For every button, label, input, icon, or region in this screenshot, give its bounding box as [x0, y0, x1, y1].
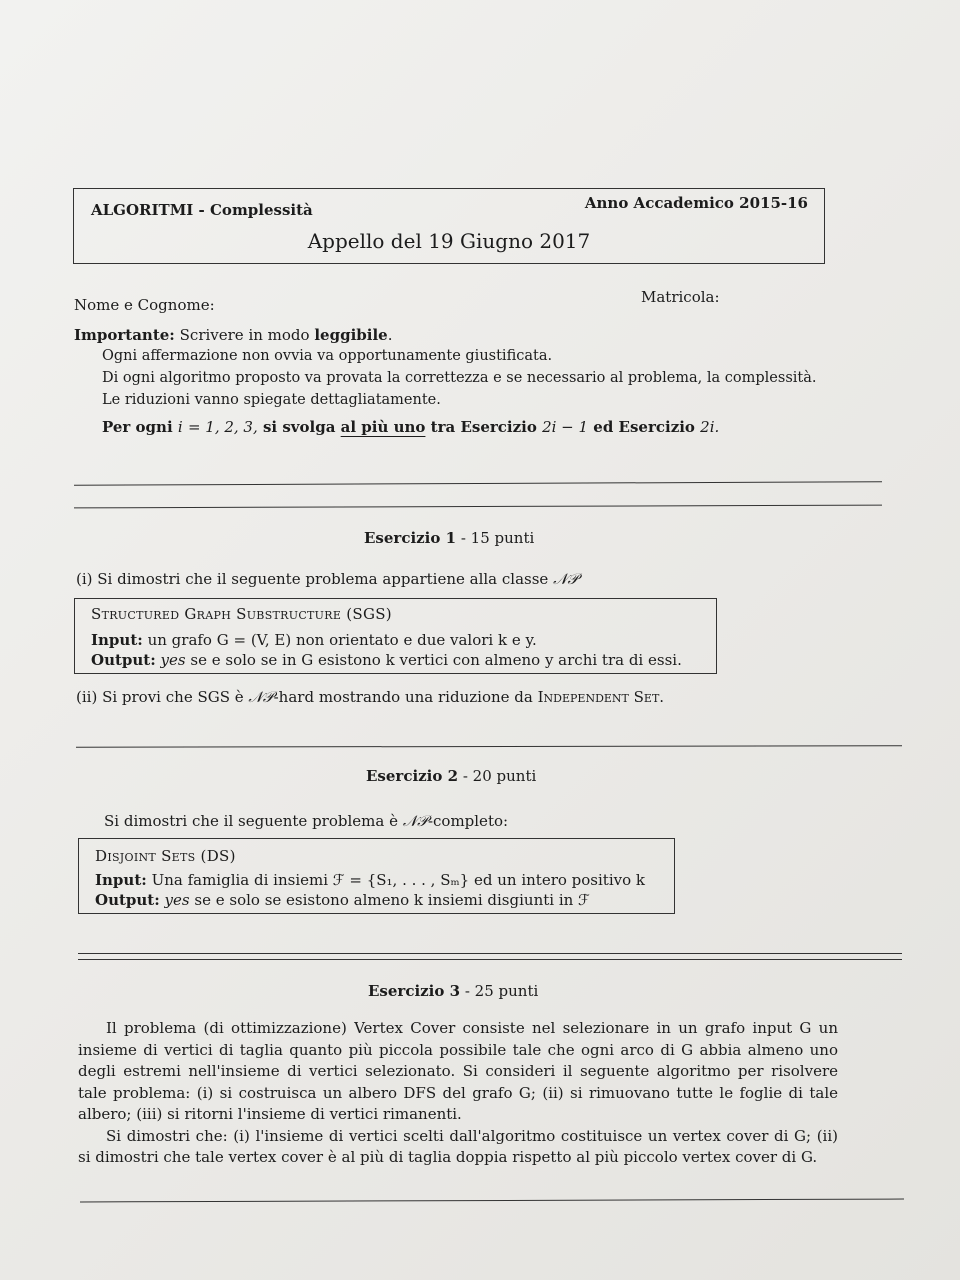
important-label: Importante:	[74, 326, 175, 344]
input-label: Input:	[95, 871, 147, 889]
rule-underlined: al più uno	[340, 418, 426, 436]
output-label: Output:	[95, 891, 160, 909]
ds-problem-box	[78, 838, 675, 914]
exercise-3-body	[78, 1018, 838, 1169]
instruction-line-1: Ogni affermazione non ovvia va opportunamente giustificata.	[102, 348, 553, 364]
rule-values: = 1, 2, 3,	[187, 418, 258, 436]
problem-name: Structured Graph Substructure (SGS)	[91, 605, 392, 623]
divider	[74, 481, 882, 486]
part-ii-text: (ii) Si provi che SGS è	[76, 688, 244, 706]
exercise-3-paragraph-1: Il problema (di ottimizzazione) Vertex Cover consiste nel selezionare in un grafo input G un insieme di vertici di taglia quanto più piccola possibile tale che ogni arco di G abbia almeno uno degli estremi nell'insieme di vertici selezionato. Si consideri il seguente algoritmo per risolvere tale problema: (i) si costruisca un albero DFS del grafo G; (ii) si rimuovano tutte le foglie di tale albero; (iii) si ritorni l'insieme di vertici rimanenti.	[78, 1019, 838, 1123]
name-field-label: Nome e Cognome:	[74, 296, 215, 314]
input-text: Una famiglia di insiemi ℱ = {S₁, . . . , Sₘ} ed un intero positivo k	[151, 871, 645, 889]
exercise-2-title	[366, 767, 536, 785]
part-i-text: (i) Si dimostri che il seguente problema appartiene alla classe	[76, 570, 549, 588]
exercise-2-points: - 20 punti	[462, 767, 537, 785]
course-title: ALGORITMI - Complessità	[91, 201, 313, 219]
np-class-symbol: 𝒩𝒫	[402, 812, 428, 830]
exercise-3-paragraph-2: Si dimostri che: (i) l'insieme di vertici scelti dall'algoritmo costituisce un vertex cover di G; (ii) si dimostri che tale vertex cover è al più di taglia doppia rispetto al più piccolo vertex cover di G.	[78, 1126, 838, 1166]
intro-after: -completo:	[427, 812, 509, 830]
rule-var: i	[177, 418, 183, 436]
output-text: se e solo se in G esistono k vertici con almeno y archi tra di essi.	[190, 651, 682, 669]
academic-year: Anno Accademico 2015-16	[584, 194, 808, 212]
important-note: Importante: Scrivere in modo leggibile.	[74, 326, 393, 344]
important-text: Scrivere in modo	[179, 326, 310, 344]
part-ii-mid: -hard mostrando una riduzione da	[273, 688, 533, 706]
divider	[74, 505, 882, 509]
exercise-2-label: Esercizio 2	[366, 767, 459, 785]
instruction-line-2: Di ogni algoritmo proposto va provata la correttezza e se necessario al problema, la complessità.	[102, 370, 817, 386]
output-yes: yes	[160, 651, 186, 669]
intro-text: Si dimostri che il seguente problema è	[104, 812, 398, 830]
exercise-3-title	[368, 982, 538, 1000]
exam-date: Appello del 19 Giugno 2017	[307, 229, 591, 253]
important-bold: leggibile	[314, 326, 388, 344]
instruction-line-3: Le riduzioni vanno spiegate dettagliatamente.	[102, 392, 441, 408]
exercise-1-points: - 15 punti	[460, 529, 535, 547]
exercise-1-part-ii	[76, 688, 664, 706]
np-class-symbol: 𝒩𝒫	[553, 570, 579, 588]
sgs-problem-box	[74, 598, 717, 674]
rule-expr-1: 2i − 1	[542, 418, 589, 436]
problem-output	[95, 891, 590, 909]
problem-output	[91, 651, 682, 669]
rule-tra: tra Esercizio	[430, 418, 537, 436]
divider	[76, 745, 902, 747]
problem-name: Disjoint Sets (DS)	[95, 847, 236, 865]
np-class-symbol: 𝒩𝒫	[248, 688, 274, 706]
rule-ed: ed Esercizio	[593, 418, 695, 436]
input-label: Input:	[91, 631, 143, 649]
header-box	[73, 188, 825, 264]
divider	[78, 953, 902, 954]
part-ii-problem: Independent Set.	[537, 688, 665, 706]
exercise-1-title	[364, 529, 534, 547]
exercise-3-label: Esercizio 3	[368, 982, 461, 1000]
exercise-1-part-i	[76, 570, 578, 588]
rule-expr-2: 2i.	[700, 418, 720, 436]
problem-input	[91, 631, 537, 649]
output-label: Output:	[91, 651, 156, 669]
exercise-2-intro	[104, 812, 508, 830]
rule-mid: si svolga	[262, 418, 336, 436]
matricola-field-label: Matricola:	[641, 288, 720, 306]
rule-prefix: Per ogni	[102, 418, 173, 436]
exercise-1-label: Esercizio 1	[364, 529, 457, 547]
divider	[78, 959, 902, 960]
exercise-selection-rule	[102, 418, 719, 436]
output-text: se e solo se esistono almeno k insiemi disgiunti in ℱ	[194, 891, 590, 909]
output-yes: yes	[164, 891, 190, 909]
exercise-3-points: - 25 punti	[464, 982, 539, 1000]
divider	[80, 1199, 904, 1203]
problem-input	[95, 871, 645, 889]
input-text: un grafo G = (V, E) non orientato e due valori k e y.	[147, 631, 537, 649]
